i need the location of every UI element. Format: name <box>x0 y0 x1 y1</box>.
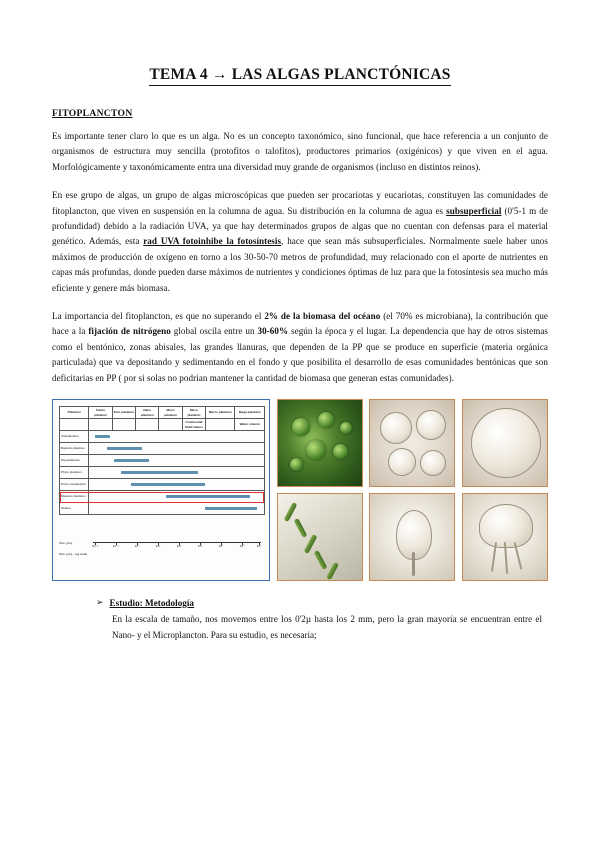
col-header-1: Femto plankton <box>89 407 112 419</box>
row-bar-cell-2 <box>89 455 265 467</box>
title-arrow: → <box>211 66 228 83</box>
row-bar-cell-5 <box>89 491 265 503</box>
row-bar-cell-0 <box>89 431 265 443</box>
bullet-estudio-metodologia <box>96 597 548 608</box>
table-row <box>60 431 265 443</box>
title-block <box>52 66 548 86</box>
axis-tick-label: 10⁻² <box>91 544 99 549</box>
sub-1 <box>89 419 112 431</box>
sub-7: Water column <box>235 419 265 431</box>
table-row <box>60 467 265 479</box>
sub-5: Continental Shelf waters <box>182 419 205 431</box>
bar-4 <box>131 483 204 487</box>
table-subheader-row <box>60 419 265 431</box>
plankton-size-classes-chart <box>52 399 270 581</box>
axis-tick-label: 10² <box>176 544 182 549</box>
diatom-round-photo <box>462 399 548 487</box>
col-header-4: Micro plankton <box>159 407 182 419</box>
bullet-paragraph: En la escala de tamaño, nos movemos entre los 0'2µ hasta los 2 mm, pero la gran mayoría se encuentran entre el Nano- y el Microplancton. Para su estudio, es necesaria; <box>112 614 542 640</box>
paragraph-3: La importancia del fitoplancton, es que no superando el 2% de la biomasa del océano (el 70% es microbiana), la contribución que hace a la fijación de nitrógeno global oscila entre un 30-60% según la época y el lugar. La dependencia que hay de otros sistemas como el bentónico, zonas abisales, las grandes llanuras, que dependen de la PP que se produce en superficie (materia orgánica particulada) que va depositando y sedimentando en el fondo y que posibilita el desarrollo de esas comunidades bentónicas que son deficitarias en PP ( por si solas no podrían mantener la cantidad de biomasa que generan estas comunidades). <box>52 311 549 383</box>
photo-col-right <box>462 399 548 581</box>
col-header-2: Pico plankton <box>112 407 135 419</box>
axis-tick-label: 10¹ <box>155 544 161 549</box>
title-main: LAS ALGAS PLANCTÓNICAS <box>231 66 451 83</box>
bar-5 <box>166 495 250 499</box>
axis-tick-label: 10⁻¹ <box>112 544 120 549</box>
page-title <box>149 66 450 86</box>
col-header-3: Nano plankton <box>136 407 159 419</box>
axis-tick-label: 10⁵ <box>239 544 245 549</box>
col-header-6: Macro plankton <box>206 407 235 419</box>
row-label-6: Nekton <box>60 503 89 515</box>
photo-grid <box>277 399 455 581</box>
table-row <box>60 443 265 455</box>
sub-0 <box>60 419 89 431</box>
figure-band <box>52 399 548 581</box>
col-header-7: Mega plankton <box>235 407 265 419</box>
axis-tick-label: 10⁶ <box>256 544 262 549</box>
sub-3 <box>136 419 159 431</box>
radiolarian-photo <box>462 493 548 581</box>
table-header-row <box>60 407 265 419</box>
row-bar-cell-4 <box>89 479 265 491</box>
axis-line <box>93 542 261 543</box>
bar-1 <box>107 447 142 451</box>
paragraph-1: Es importante tener claro lo que es un alga. No es un concepto taxonómico, sino funcional, que hace referencia a un conjunto de organismos de estructura muy sencilla (protofitos o talofitos), productores primarios (oxigénicos) y que viven en el agua. Morfológicamente y taxonómicamente entra una diversidad muy grande de organismos (incluso en distintos reinos). <box>52 131 548 172</box>
sub-2 <box>112 419 135 431</box>
dinoflagellate-photo <box>369 493 455 581</box>
axis-label-size: Size (µm) <box>59 541 73 546</box>
sub-6 <box>206 419 235 431</box>
section-heading-fitoplancton: FITOPLANCTON <box>52 108 133 119</box>
title-tema: TEMA 4 <box>149 66 208 83</box>
row-label-2: Mycoplankton <box>60 455 89 467</box>
axis-tick-label: 10⁰ <box>134 544 140 549</box>
photo-row-bottom <box>277 493 455 581</box>
row-bar-cell-6 <box>89 503 265 515</box>
chart-x-axis <box>59 540 265 574</box>
axis-tick-label: 10³ <box>197 544 203 549</box>
bar-2 <box>114 459 149 463</box>
table-row <box>60 455 265 467</box>
paragraph-2: En ese grupo de algas, un grupo de algas microscópicas que pueden ser procariotas y eucariotas, constituyen las comunidades de fitoplancton, que viven en suspensión en la columna de agua. Su distribución en la columna de agua es subsuperficial (0'5-1 m de profundidad) debido a la radiación UVA, ya que hay determinados grupos de algas que no cuentan con defensas para el material genético. Además, esta rad UVA fotoinhibe la fotosíntesis, hace que sean más subsuperficiales. Normalmente suele haber unos máximos de producción de oxígeno en torno a los 30-50-70 metros de profundidad, muy relacionado con el aporte de nutrientes en capas más profundas, donde pueden darse máximos de nutrientes y condiciones óptimas de luz para que la fotosíntesis sea mucho más eficiente y genere más biomasa. <box>52 190 548 293</box>
col-header-5: Meso plankton <box>182 407 205 419</box>
table-row <box>60 491 265 503</box>
axis-tick-label: 10⁴ <box>218 544 224 549</box>
round-cells-photo <box>369 399 455 487</box>
sub-4 <box>159 419 182 431</box>
row-bar-cell-3 <box>89 467 265 479</box>
row-label-1: Bacterio plankton <box>60 443 89 455</box>
row-label-0: Virioplankton <box>60 431 89 443</box>
bullet-label: Estudio: Metodología <box>109 597 195 608</box>
table-row <box>60 503 265 515</box>
bullet-arrow-icon: ➢ <box>96 597 104 608</box>
row-label-5: Metazoo plankton <box>60 491 89 503</box>
photo-row-top <box>277 399 455 487</box>
table-row <box>60 479 265 491</box>
bar-6 <box>205 507 257 511</box>
plankton-size-table <box>59 406 265 515</box>
row-label-3: Phyto plankton <box>60 467 89 479</box>
row-label-4: Proto zooplankton <box>60 479 89 491</box>
bar-0 <box>95 435 111 439</box>
axis-label-size-log: Size (µm) - log scale <box>59 552 88 557</box>
bar-3 <box>121 471 198 475</box>
row-bar-cell-1 <box>89 443 265 455</box>
spiral-filament-photo <box>277 493 363 581</box>
col-header-0: Plankton <box>60 407 89 419</box>
green-algae-cells-photo <box>277 399 363 487</box>
